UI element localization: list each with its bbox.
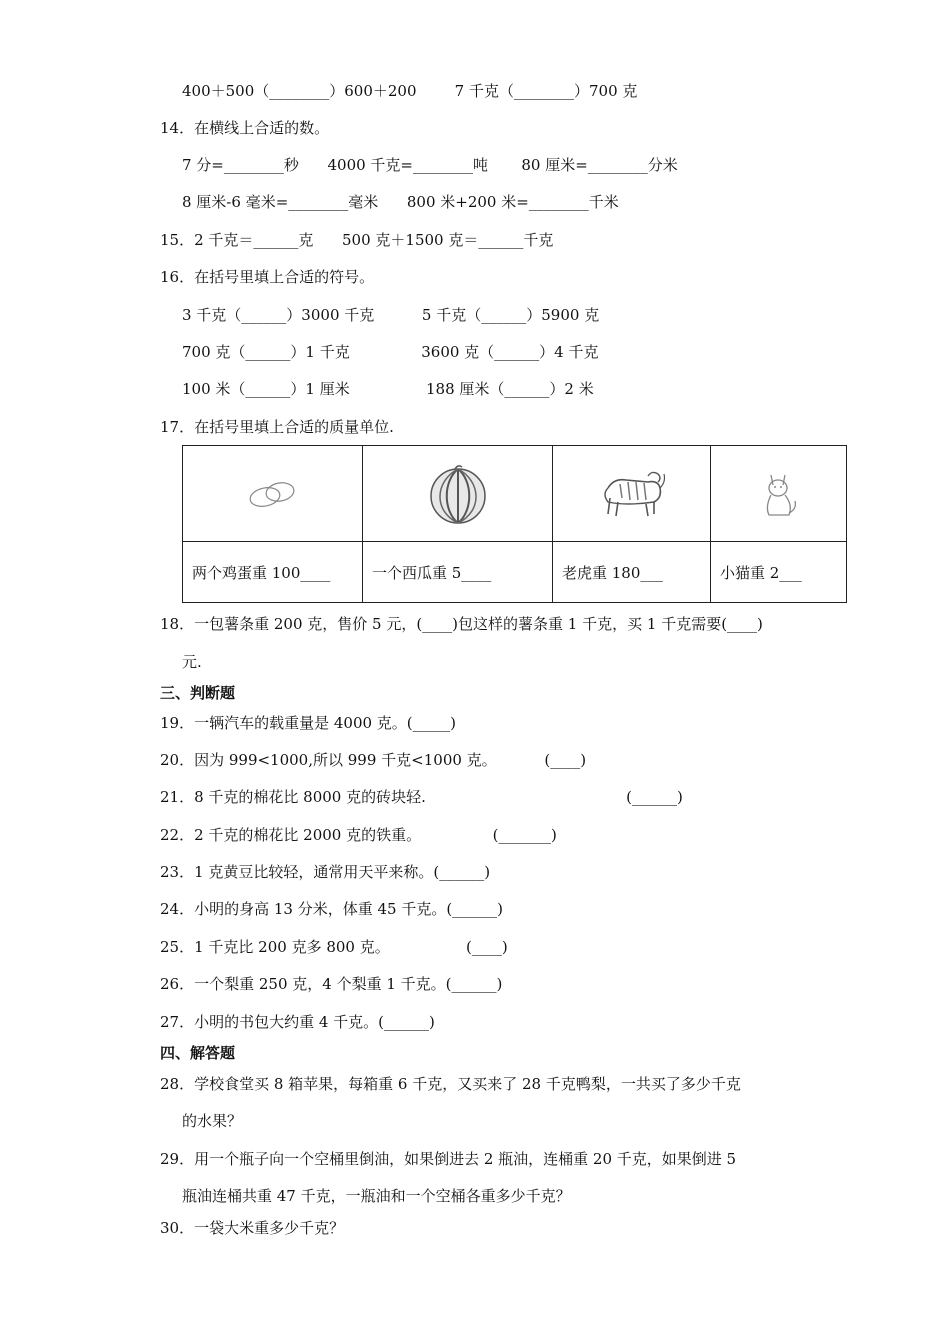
- question-18: 18．一包薯条重 200 克，售价 5 元，(____)包这样的薯条重 1 千克，买 1 千克需要(____): [160, 615, 763, 633]
- tiger-icon: [596, 464, 668, 524]
- question-22: 22．2 千克的棉花比 2000 克的铁重。 (_______): [160, 826, 557, 844]
- question-16-row-3: 100 米（______）1 厘米 188 厘米（______）2 米: [182, 380, 594, 398]
- question-20: 20．因为 999<1000,所以 999 千克<1000 克。 (____): [160, 751, 587, 769]
- question-24: 24．小明的身高 13 分米，体重 45 千克。(______): [160, 900, 504, 918]
- section-4-heading: 四、解答题: [160, 1044, 236, 1062]
- table-cell: 小猫重 2___: [711, 542, 847, 603]
- question-25: 25．1 千克比 200 克多 800 克。 (____): [160, 938, 508, 956]
- question-23: 23．1 克黄豆比较轻，通常用天平来称。(______): [160, 863, 491, 881]
- question-28: 28．学校食堂买 8 箱苹果，每箱重 6 千克，又买来了 28 千克鸭梨，一共买了多少千克: [160, 1075, 741, 1093]
- question-15: 15．2 千克＝______克 500 克＋1500 克＝______千克: [160, 231, 554, 249]
- watermelon-icon: [425, 461, 491, 527]
- question-14-row-1: 7 分=________秒 4000 千克=________吨 80 厘米=________分米: [182, 156, 678, 174]
- eggs-cell: [183, 446, 363, 542]
- eggs-icon: [243, 474, 303, 514]
- question-19: 19．一辆汽车的载重量是 4000 克。(_____): [160, 714, 457, 732]
- table-cell: 两个鸡蛋重 100____: [183, 542, 363, 603]
- mass-unit-table: [182, 445, 847, 603]
- question-16-row-2: 700 克（______）1 千克 3600 克（______）4 千克: [182, 343, 599, 361]
- question-16: 16．在括号里填上合适的符号。: [160, 268, 375, 286]
- question-26: 26．一个梨重 250 克，4 个梨重 1 千克。(______): [160, 975, 503, 993]
- cat-icon: [757, 467, 801, 521]
- question-27: 27．小明的书包大约重 4 千克。(______): [160, 1013, 435, 1031]
- question-18-cont: 元.: [182, 653, 202, 671]
- table-cell: 老虎重 180___: [553, 542, 711, 603]
- question-14-row-2: 8 厘米-6 毫米=________毫米 800 米+200 米=________千米: [182, 193, 619, 211]
- question-29-cont: 瓶油连桶共重 47 千克，一瓶油和一个空桶各重多少千克？: [182, 1187, 571, 1205]
- tiger-cell: [553, 446, 711, 542]
- line-compare-intro: 400＋500（________）600＋200 7 千克（________）700 克: [182, 82, 638, 100]
- watermelon-cell: [363, 446, 553, 542]
- question-28-cont: 的水果？: [182, 1112, 243, 1130]
- table-cell: 一个西瓜重 5____: [363, 542, 553, 603]
- question-30: 30．一袋大米重多少千克？: [160, 1219, 345, 1237]
- question-16-row-1: 3 千克（______）3000 千克 5 千克（______）5900 克: [182, 306, 600, 324]
- question-21: 21．8 千克的棉花比 8000 克的砖块轻. (______): [160, 788, 683, 806]
- question-17: 17．在括号里填上合适的质量单位.: [160, 418, 394, 436]
- question-29: 29．用一个瓶子向一个空桶里倒油，如果倒进去 2 瓶油，连桶重 20 千克，如果倒进 5: [160, 1150, 737, 1168]
- section-3-heading: 三、判断题: [160, 684, 236, 702]
- cat-cell: [711, 446, 847, 542]
- question-14: 14．在横线上合适的数。: [160, 119, 330, 137]
